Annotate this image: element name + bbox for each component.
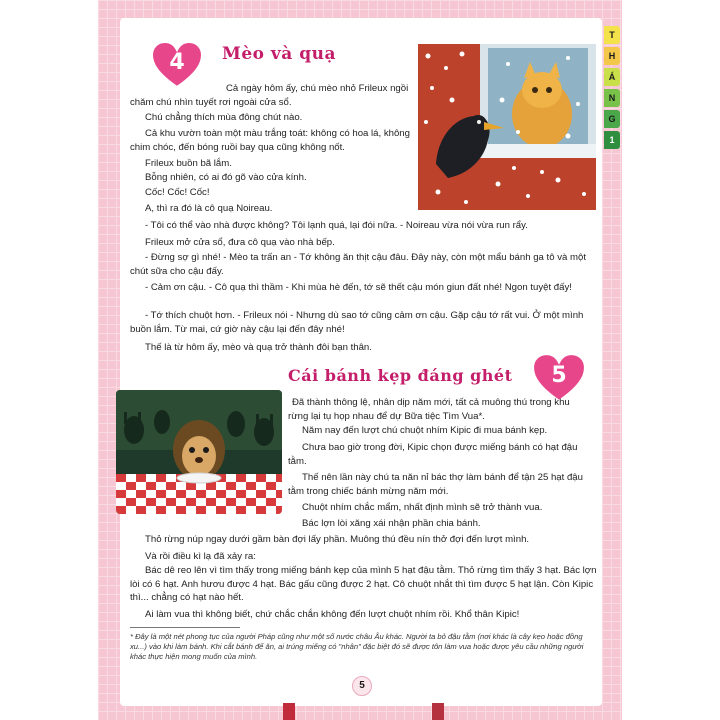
story-paragraph: Chuột nhím chắc mẩm, nhất định mình sẽ trở thành vua. xyxy=(302,502,543,513)
tab-letter[interactable]: Á xyxy=(604,68,620,86)
story-paragraph: - Đừng sợ gì nhé! - Mèo ta trấn an - Tớ không ăn thịt cậu đâu. Đây này, còn một mẩu bánh ga tô và một chút sữa cho cậu đấy. xyxy=(130,252,587,277)
page-number: 5 xyxy=(352,676,372,696)
bookmark-ribbon xyxy=(432,703,444,720)
story-paragraph: Thế là từ hôm ấy, mèo và quạ trở thành đôi bạn thân. xyxy=(145,342,372,353)
story-paragraph: Cả ngày hôm ấy, chú mèo nhỏ Frileux ngồi chăm chú nhìn tuyết rơi ngoài cửa sổ. xyxy=(130,83,409,108)
story-paragraph: - Tớ thích chuột hơn. - Frileux nói - Nhưng dù sao tớ cũng cảm ơn cậu. Gặp cậu tớ rất vui. Ở một mình buồn lắm. Từ mai, cứ giờ này cậu lại đến đây nhé! xyxy=(130,310,584,335)
story-paragraph: Bác lợn lòi xăng xái nhận phần chia bánh. xyxy=(302,518,481,529)
story-paragraph: Bỗng nhiên, có ai đó gõ vào cửa kính. xyxy=(145,172,307,183)
tab-letter[interactable]: 1 xyxy=(604,131,620,149)
story-paragraph: Cả khu vườn toàn một màu trắng toát: không có hoa lá, không chim chóc, đến bóng ruồi bay qua cũng không nốt. xyxy=(130,128,410,153)
bookmark-ribbon xyxy=(283,703,295,720)
tab-letter[interactable]: T xyxy=(604,26,620,44)
story-title: Cái bánh kẹp đáng ghét xyxy=(288,366,513,385)
story-paragraph: Đã thành thông lệ, nhân dịp năm mới, tất cả muông thú trong khu rừng lại tụ họp nhau để dự Bữa tiệc Tìm Vua*. xyxy=(288,397,570,422)
story-paragraph: Chưa bao giờ trong đời, Kipic chọn được miếng bánh có hạt đậu tằm. xyxy=(288,442,578,467)
footnote: * Đây là một nét phong tục của người Pháp cũng như một số nước châu Âu khác. Người ta bỏ đậu tằm (nơi khác là cây kẹo hoặc đồng xu...) vào khi làm bánh. Khi cắt bánh để ăn, ai trúng miếng có "nhân" đặc biệt đó sẽ được tôn làm vua hoặc được yêu cầu những người khác thực hiện mong muốn của mình. xyxy=(130,632,584,661)
story-paragraph: Bác dê reo lên vì tìm thấy trong miếng bánh kẹp của mình 5 hạt đậu tằm. Thỏ rừng tìm thấy 3 hạt. Bác lợn lòi có 6 hạt. Anh hươu được 4 hạt. Bác gấu cũng được 2 hạt. Cô chuột nhắt thì tìm được 5 hạt lận. Còn Kipic thì... chẳng có hạt nào hết. xyxy=(130,565,597,604)
story-paragraph: - Cảm ơn cậu. - Cô quạ thì thầm - Khi mùa hè đến, tớ sẽ thết cậu món giun đất nhé! Ngon tuyệt đấy! xyxy=(145,282,572,293)
crow-cat-illustration xyxy=(418,44,596,210)
month-tabs xyxy=(604,26,620,152)
story-paragraph: Năm nay đến lượt chú chuột nhím Kipic đi mua bánh kẹp. xyxy=(302,425,548,436)
tab-letter[interactable]: N xyxy=(604,89,620,107)
story-paragraph: Ai làm vua thì không biết, chứ chắc chắn không đến lượt chuột nhím rồi. Khổ thân Kipic! xyxy=(145,609,520,620)
story-paragraph: Thế nên lần này chú ta năn nỉ bác thợ làm bánh để tận 25 hạt đậu tằm trong chiếc bánh mừng năm mới. xyxy=(288,472,583,497)
tab-letter[interactable]: G xyxy=(604,110,620,128)
footnote-divider xyxy=(130,627,240,628)
story-title: Mèo và quạ xyxy=(222,44,336,64)
story-paragraph: Chú chẳng thích mùa đông chút nào. xyxy=(145,112,303,123)
story-paragraph: A, thì ra đó là cô quạ Noireau. xyxy=(145,203,273,214)
story-paragraph: Cốc! Cốc! Cốc! xyxy=(145,187,210,198)
hedgehog-illustration xyxy=(116,390,282,514)
story-paragraph: - Tôi có thể vào nhà được không? Tôi lạnh quá, lại đói nữa. - Noireau vừa nói vừa run rẩy. xyxy=(145,220,528,231)
story-paragraph: Frileux buồn bã lắm. xyxy=(145,158,232,169)
story-number: 4 xyxy=(169,49,185,75)
story-number: 5 xyxy=(551,362,567,388)
story-paragraph: Và rồi điều kì lạ đã xảy ra: xyxy=(145,551,256,562)
tab-letter[interactable]: H xyxy=(604,47,620,65)
story-paragraph: Thỏ rừng núp ngay dưới gầm bàn đợi lấy phần. Muông thú đều nín thở đợi đến lượt mình. xyxy=(145,534,530,545)
story-paragraph: Frileux mở cửa sổ, đưa cô quạ vào nhà bếp. xyxy=(145,237,335,248)
